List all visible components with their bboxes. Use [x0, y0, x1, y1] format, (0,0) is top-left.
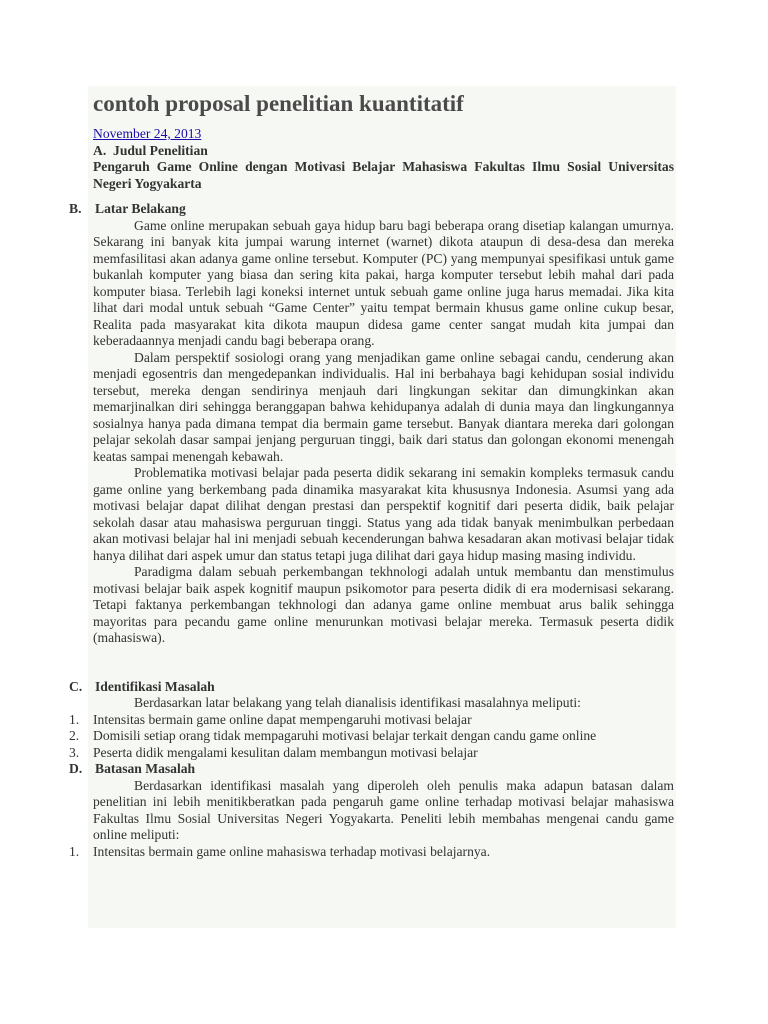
list-item: [69, 711, 674, 729]
document-content: [69, 86, 674, 860]
research-title: Pengaruh Game Online dengan Motivasi Belajar Mahasiswa Fakultas Ilmu Sosial Universitas Negeri Yogyakarta: [93, 159, 674, 191]
post-date-link[interactable]: November 24, 2013: [93, 126, 202, 141]
paragraph: Dalam perspektif sosiologi orang yang menjadikan game online sebagai candu, cenderung akan menjadi egosentris dan mengedepankan individualis. Hal ini berbahaya bagi kehidupan sosial individu tersebut, mereka dengan sendirinya menjauh dari lingkungan sekitar dan dimungkinkan akan memarjinalkan diri sehingga beranggapan bahwa kehidupanya adalah di dunia maya dan lingkungannya sosialnya hanya pada dimana tempat dia bermain game tersebut. Banyak diantara mereka dari golongan pelajar sekolah dasar sampai jenjang perguruan tinggi, baik dari status dan golongan ekonomi menengah keatas sampai menengah kebawah.: [93, 349, 674, 464]
list-item: [69, 728, 674, 745]
section-c-letter: C.: [69, 678, 83, 694]
section-a-letter: A.: [93, 142, 107, 158]
section-b-heading: [69, 201, 674, 218]
page-title: contoh proposal penelitian kuantitatif: [93, 91, 464, 116]
list-item: [69, 744, 674, 762]
section-d-title: Batasan Masalah: [95, 761, 196, 776]
section-d-heading: [69, 761, 674, 778]
list-number: 1.: [69, 843, 80, 859]
list-number: 3.: [69, 744, 80, 760]
section-b-title: Latar Belakang: [95, 201, 186, 216]
section-a-heading: [93, 143, 674, 160]
list-text: Intensitas bermain game online dapat mempengaruhi motivasi belajar: [93, 711, 472, 727]
paragraph: Problematika motivasi belajar pada peserta didik sekarang ini semakin kompleks termasuk candu game online yang berkembang pada dinamika masyarakat kita khususnya Indonesia. Asumsi yang ada motivasi belajar dapat dilihat dengan prestasi dan perspektif kognitif dari peserta didik, baik pelajar sekolah dasar atau mahasiswa perguruan tinggi. Status yang ada tidak banyak menimbulkan perbedaan akan motivasi belajar hal ini menjadi sebuah kecenderungan bahwa kesadaran akan motivasi belajar tidak hanya dilihat dari aspek umur dan status tetapi juga dilihat dari gaya hidup masing masing individu.: [93, 465, 674, 563]
section-d-letter: D.: [69, 761, 83, 776]
paragraph: Berdasarkan identifikasi masalah yang diperoleh oleh penulis maka adapun batasan dalam penelitian ini lebih menitikberatkan pada pengaruh game online terhadap motivasi belajar mahasiswa Fakultas Ilmu Sosial Universitas Negeri Yogyakarta. Peneliti lebih membahas mengenai candu game online meliputi:: [93, 777, 674, 842]
section-c-title: Identifikasi Masalah: [95, 678, 215, 694]
list-text: Domisili setiap orang tidak mempagaruhi motivasi belajar terkait dengan candu game online: [93, 728, 597, 743]
section-b-letter: B.: [69, 201, 82, 216]
list-text: Intensitas bermain game online mahasiswa terhadap motivasi belajarnya.: [93, 843, 491, 859]
paragraph: Game online merupakan sebuah gaya hidup baru bagi beberapa orang disetiap kalangan umurnya. Sekarang ini banyak kita jumpai warung internet (warnet) dikota ataupun di desa-desa dan mereka memfasilitasi akan adanya game online tersebut. Komputer (PC) yang mempunyai spesifikasi untuk game bukanlah komputer yang biasa dan sering kita pakai, harga komputer tersebut lebih mahal dari pada komputer biasa. Terlebih lagi koneksi internet untuk sebuah game online juga harus memadai. Jika kita lihat dari modal untuk sebuah “Game Center” yaitu tempat bermain khusus game online cukup besar, Realita pada masyarakat kita dikota maupun didesa game center sangat mudah kita jumpai dan keberadaannya menjadi candu bagi beberapa orang.: [93, 217, 674, 348]
document-page: [69, 86, 676, 928]
section-a-title: Judul Penelitian: [113, 142, 208, 158]
list-number: 1.: [69, 711, 80, 727]
paragraph: Paradigma dalam sebuah perkembangan tekhnologi adalah untuk membantu dan menstimulus motivasi belajar baik aspek kognitif maupun psikomotor para peserta didik di era modernisasi sekarang. Tetapi faktanya perkembangan tekhnologi dan adanya game online membuat arus balik sehingga mayoritas para pecandu game online menurunkan motivasi belajar mereka. Termasuk peserta didik (mahasiswa).: [93, 564, 674, 645]
list-text: Peserta didik mengalami kesulitan dalam membangun motivasi belajar: [93, 744, 478, 760]
list-number: 2.: [69, 728, 80, 743]
section-c-heading: [69, 678, 674, 696]
paragraph: Berdasarkan latar belakang yang telah dianalisis identifikasi masalahnya meliputi:: [134, 695, 581, 710]
list-item: [69, 843, 674, 861]
